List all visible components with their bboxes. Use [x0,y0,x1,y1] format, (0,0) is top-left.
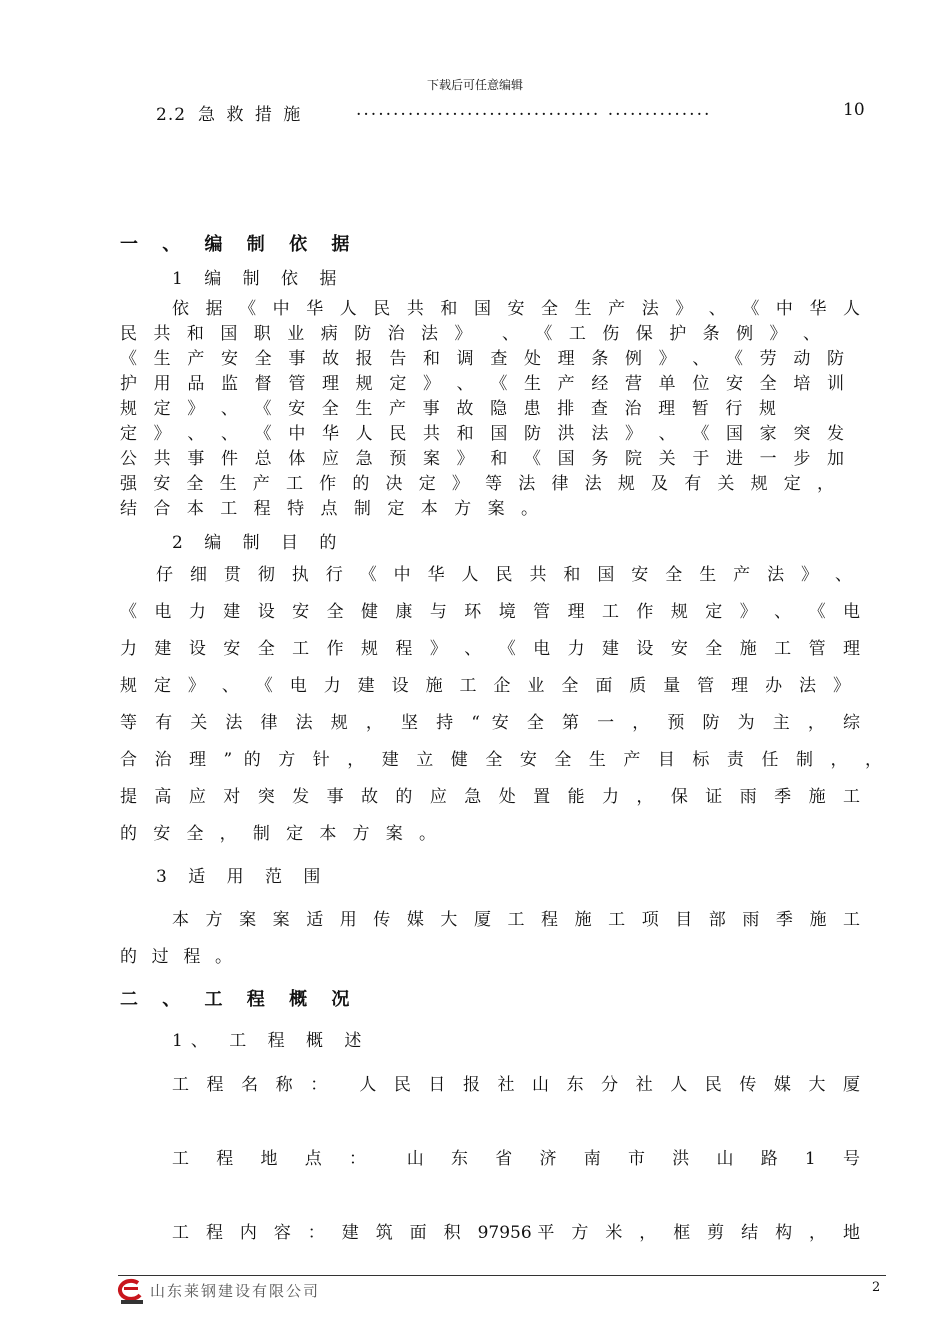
toc-number: 2.2 [156,105,187,125]
project-name-line: 工 程 名 称 ： 人 民 日 报 社 山 东 分 社 人 民 传 媒 大 厦 [172,1075,860,1095]
section-2-heading: 二 、 工 程 概 况 [120,989,359,1010]
project-location-line: 工 程 地 点 ： 山 东 省 济 南 市 洪 山 路 1 号 [172,1149,860,1169]
paragraph-line: 民 共 和 国 职 业 病 防 治 法 》 、 《 工 伤 保 护 条 例 》 、 [120,324,820,344]
section-2-1-title: 1、 工 程 概 述 [172,1031,370,1051]
paragraph-line: 护 用 品 监 督 管 理 规 定 》 、 《 生 产 经 营 单 位 安 全 培 训 [120,374,844,394]
header-note: 下载后可任意编辑 [426,78,523,92]
toc-entry[interactable] [156,100,303,125]
paragraph-line: 的 安 全 ， 制 定 本 方 案 。 [120,824,436,844]
section-1-heading: 一 、 编 制 依 据 [120,234,359,255]
paragraph-line: 《 生 产 安 全 事 故 报 告 和 调 查 处 理 条 例 》 、 《 劳 动 防 [120,349,844,369]
paragraph-line: 规 定 》 、 《 安 全 生 产 事 故 隐 患 排 查 治 理 暂 行 规 [120,399,776,419]
project-content-line: 工 程 内 容 ： 建 筑 面 积 97956平 方 米 ， 框 剪 结 构 ， 地 [172,1223,860,1243]
section-1-3-title: 3 适 用 范 围 [156,867,329,887]
paragraph-line: 仔 细 贯 彻 执 行 《 中 华 人 民 共 和 国 安 全 生 产 法 》 、 [156,565,852,585]
paragraph-line: 《 电 力 建 设 安 全 健 康 与 环 境 管 理 工 作 规 定 》 、 《 电 [120,602,860,622]
paragraph-line: 本 方 案 案 适 用 传 媒 大 厦 工 程 施 工 项 目 部 雨 季 施 工 [172,910,860,930]
toc-leader-dots: ................................. .............. [356,100,712,120]
paragraph-line: 的 过 程 。 [120,947,232,967]
paragraph-line: 依 据 《 中 华 人 民 共 和 国 安 全 生 产 法 》 、 《 中 华 人 [172,299,860,319]
paragraph-line: 等 有 关 法 律 法 规 ， 坚 持 “ 安 全 第 一 ， 预 防 为 主 ， 综 [120,713,860,733]
laigang-logo-icon [116,1278,146,1306]
section-1-1-title: 1 编 制 依 据 [172,269,345,289]
paragraph-line: 公 共 事 件 总 体 应 急 预 案 》 和 《 国 务 院 关 于 进 一 步 加 [120,449,844,469]
footer-page-number: 2 [872,1280,881,1295]
paragraph-line: 定 》 、 、 《 中 华 人 民 共 和 国 防 洪 法 》 、 《 国 家 突 发 [120,424,844,444]
paragraph-line: 规 定 》 、 《 电 力 建 设 施 工 企 业 全 面 质 量 管 理 办 法 》 [120,676,850,696]
toc-page-number: 10 [843,100,865,120]
footer-company-name: 山东莱钢建设有限公司 [150,1282,321,1300]
paragraph-line: 强 安 全 生 产 工 作 的 决 定 》 等 法 律 法 规 及 有 关 规 定 ， [120,474,834,494]
paragraph-line: 合 治 理 ” 的 方 针 ， 建 立 健 全 安 全 生 产 目 标 责 任 制 ， ， [120,750,882,770]
paragraph-line: 结 合 本 工 程 特 点 制 定 本 方 案 。 [120,499,538,519]
paragraph-line: 力 建 设 安 全 工 作 规 程 》 、 《 电 力 建 设 安 全 施 工 管 理 [120,639,860,659]
paragraph-line: 提 高 应 对 突 发 事 故 的 应 急 处 置 能 力 ， 保 证 雨 季 施 工 [120,787,860,807]
section-1-2-title: 2 编 制 目 的 [172,533,345,553]
footer-rule [118,1275,886,1276]
toc-title: 急 救 措 施 [198,105,304,125]
